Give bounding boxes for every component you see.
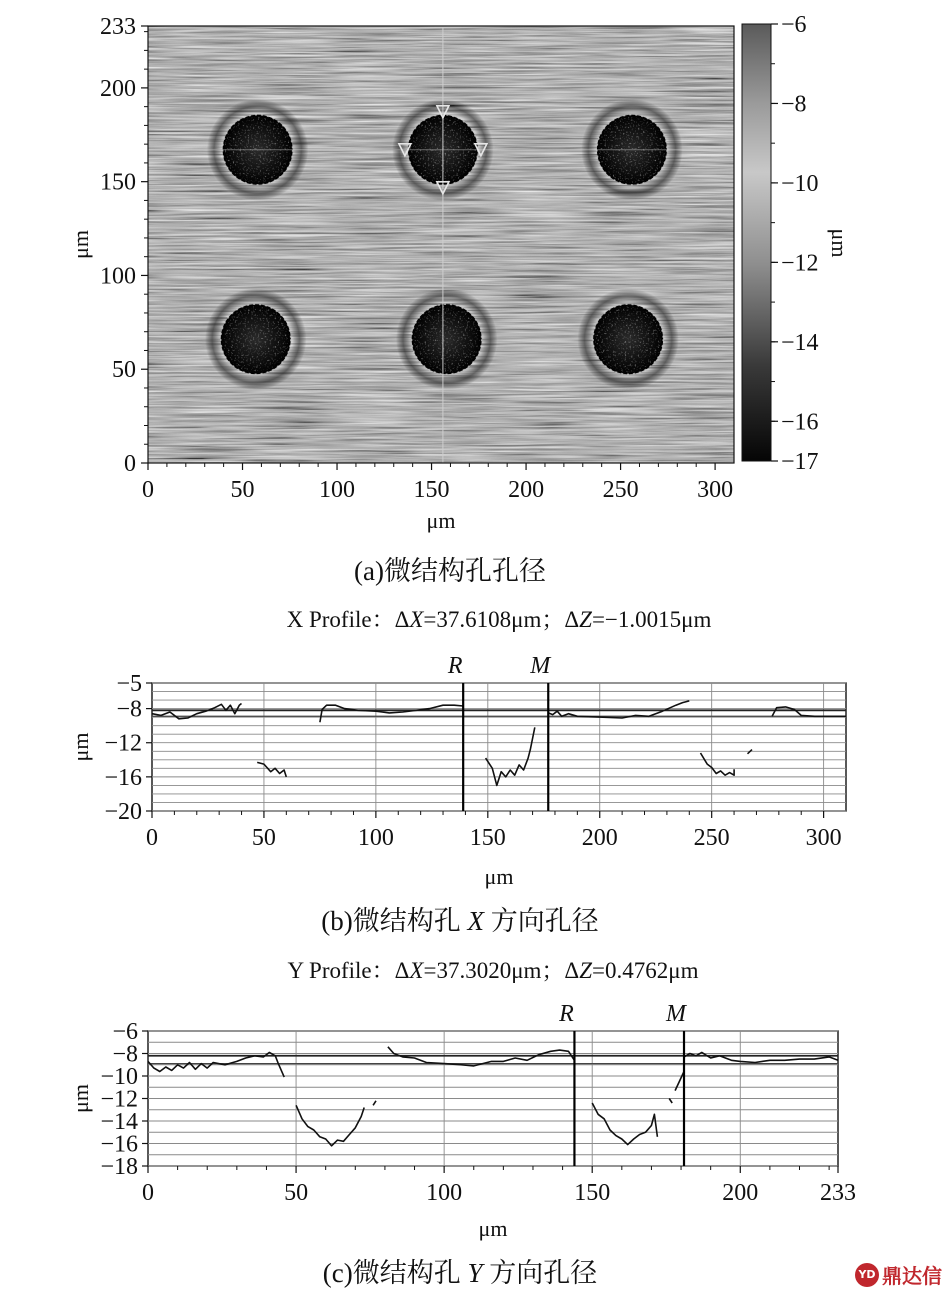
x-tick-label: 0 — [142, 1180, 154, 1206]
x-tick-label: 300 — [805, 825, 842, 851]
x-tick-label: 200 — [722, 1180, 759, 1206]
y-tick-label: −18 — [100, 1154, 138, 1180]
colorbar-tick-label: −10 — [781, 170, 819, 197]
y-tick-label: −12 — [100, 1086, 138, 1113]
y-tick-label: −20 — [104, 799, 142, 825]
y-tick-label: 100 — [100, 263, 136, 290]
y-profile-title: Y Profile：ΔX=37.3020μm；ΔZ=0.4762μm — [287, 958, 699, 983]
x-tick-label: 200 — [581, 825, 618, 851]
y-tick-label: −16 — [104, 764, 142, 791]
publisher-logo-icon: YD — [855, 1263, 879, 1287]
y-tick-label: −16 — [100, 1131, 138, 1158]
x-tick-label: 0 — [142, 477, 154, 503]
x-tick-label: 150 — [469, 825, 506, 851]
publisher-watermark — [855, 1260, 942, 1289]
colorbar-tick-label: −8 — [781, 91, 807, 118]
x-tick-label: 100 — [319, 477, 356, 503]
cursor-label-m: M — [530, 653, 551, 679]
cursor-label-m: M — [666, 1001, 687, 1027]
x-profile-panel — [68, 607, 846, 936]
y-tick-label: 150 — [100, 169, 136, 196]
cursor-label-r: R — [447, 653, 463, 679]
x-tick-label: 250 — [693, 825, 730, 851]
x-tick-label: 50 — [284, 1180, 309, 1206]
y-tick-label: 0 — [124, 451, 136, 477]
y-profile-y-axis-label: μm — [68, 1084, 93, 1113]
y-tick-label: −12 — [104, 730, 142, 757]
x-tick-label: 200 — [508, 477, 545, 503]
x-profile-title: X Profile：ΔX=37.6108μm；ΔZ=−1.0015μm — [286, 607, 712, 632]
x-tick-label: 50 — [251, 825, 276, 851]
publisher-watermark-text: 鼎达信 — [882, 1264, 942, 1288]
x-tick-label: 233 — [820, 1180, 856, 1206]
x-profile-plot-area — [152, 683, 846, 811]
colorbar-tick-label: −17 — [781, 449, 819, 475]
y-tick-label: −8 — [116, 696, 142, 723]
x-tick-label: 250 — [602, 477, 639, 503]
caption-a: (a)微结构孔孔径 — [354, 556, 546, 586]
x-tick-label: 300 — [697, 477, 734, 503]
y-tick-label: −5 — [116, 671, 142, 697]
cursor-label-r: R — [559, 1001, 574, 1027]
y-profile-panel — [68, 958, 856, 1288]
x-tick-label: 150 — [574, 1180, 611, 1206]
colorbar-label: μm — [827, 228, 852, 258]
height-map-texture — [148, 26, 734, 463]
y-tick-label: 50 — [112, 357, 136, 384]
x-tick-label: 0 — [146, 825, 158, 851]
y-tick-label: 233 — [100, 14, 136, 40]
colorbar — [742, 24, 771, 461]
caption-c: (c)微结构孔 Y 方向孔径 — [322, 1258, 598, 1288]
y-profile-x-axis-label: μm — [478, 1216, 508, 1241]
y-tick-label: −14 — [100, 1109, 138, 1135]
colorbar-tick-label: −16 — [781, 409, 819, 436]
colorbar-tick-label: −14 — [781, 329, 819, 356]
x-profile-y-axis-label: μm — [68, 732, 93, 762]
colorbar-tick-label: −6 — [781, 12, 807, 38]
y-tick-label: −10 — [100, 1064, 138, 1090]
x-tick-label: 50 — [230, 477, 255, 503]
y-tick-label: −6 — [112, 1019, 138, 1045]
x-axis-label: μm — [426, 508, 456, 533]
colorbar-tick-label: −12 — [781, 250, 819, 277]
y-tick-label: −8 — [112, 1041, 138, 1068]
x-tick-label: 150 — [413, 477, 450, 503]
x-tick-label: 100 — [426, 1180, 463, 1206]
x-tick-label: 100 — [357, 825, 394, 851]
caption-b: (b)微结构孔 X 方向孔径 — [321, 906, 599, 936]
x-profile-x-axis-label: μm — [484, 864, 514, 889]
y-tick-label: 200 — [100, 75, 136, 102]
y-axis-label: μm — [68, 230, 93, 259]
height-map-panel — [68, 12, 852, 586]
